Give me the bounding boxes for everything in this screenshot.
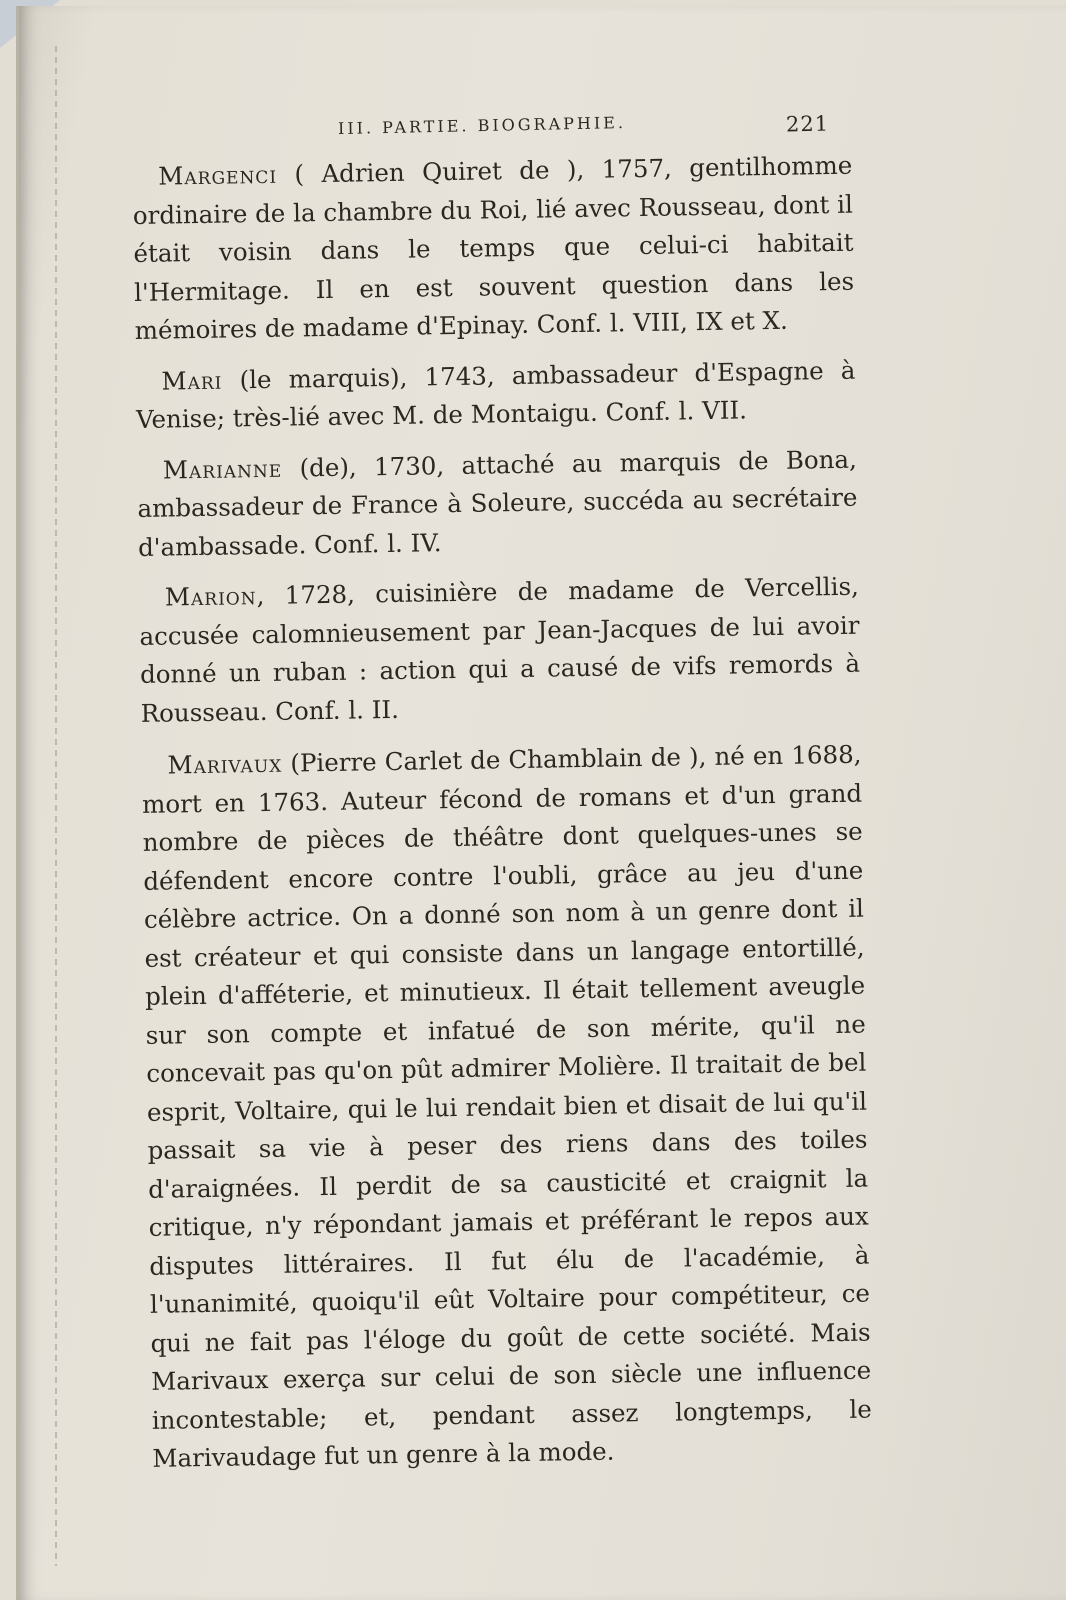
- entry-text: (Pierre Carlet de Chamblain de ), né en 1688, mort en 1763. Auteur fécond de romans et d'un grand nombre de pièces de théâtre dont quelques-unes se défendent encore contre l'oubli, grâce au jeu d'une célèbre actrice. On a donné son nom à un genre dont il est créateur et qui consiste dans un langage entortillé, plein d'afféterie, et minutieux. Il était tellement aveugle sur son compte et infatué de son mérite, qu'il ne concevait pas qu'on pût admirer Molière. Il traitait de bel esprit, Voltaire, qui le lui rendait bien et disait de lui qu'il passait sa vie à peser des riens dans des toiles d'araignées. Il perdit de sa causticité et craignit la critique, n'y répondant jamais et préférant le repos aux disputes littéraires. Il fut élu de l'académie, à l'unanimité, quoiqu'il eût Voltaire pour compétiteur, ce qui ne fait pas l'éloge du goût de cette société. Mais Marivaux exerça sur celui de son siècle une influence incontestable; et, pendant assez longtemps, le Marivaudage fut un genre à la mode.: [141, 739, 872, 1473]
- entry-name: Margenci: [158, 159, 278, 191]
- entry-name: Marion: [164, 581, 257, 612]
- entry-margenci: [132, 147, 855, 351]
- entry-text: (de), 1730, attaché au marquis de Bona, ambassadeur de France à Soleure, succéda au secrétaire d'ambassade. Conf. l. IV.: [137, 444, 858, 562]
- entry-marianne: [137, 440, 859, 567]
- biography-entries: [132, 147, 873, 1479]
- entry-marion: [139, 568, 861, 733]
- entry-name: Marianne: [162, 453, 283, 485]
- binding-gutter: [55, 46, 57, 1566]
- entry-mari: [135, 351, 856, 439]
- entry-name: Mari: [161, 365, 223, 396]
- page-number: 221: [785, 111, 830, 137]
- entry-text: ( Adrien Quiret de ), 1757, gentilhomme ordinaire de la chambre du Roi, lié avec Rousseau, dont il était voisin dans le temps que celui-ci habitait l'Hermitage. Il en est souvent question dans les mémoires de madame d'Epinay. Conf. l. VIII, IX et X.: [132, 150, 855, 345]
- entry-text: (le marquis), 1743, ambassadeur d'Espagne à Venise; très-lié avec M. de Montaigu. Conf. l. VII.: [135, 355, 856, 434]
- entry-name: Marivaux: [167, 748, 283, 780]
- entry-marivaux: [141, 736, 872, 1479]
- running-head: III. PARTIE. BIOGRAPHIE.: [337, 112, 627, 139]
- entry-text: , 1728, cuisinière de madame de Vercellis, accusée calomnieusement par Jean-Jacques de lui avoir donné un ruban : action qui a causé de vifs remords à Rousseau. Conf. l. II.: [139, 571, 861, 728]
